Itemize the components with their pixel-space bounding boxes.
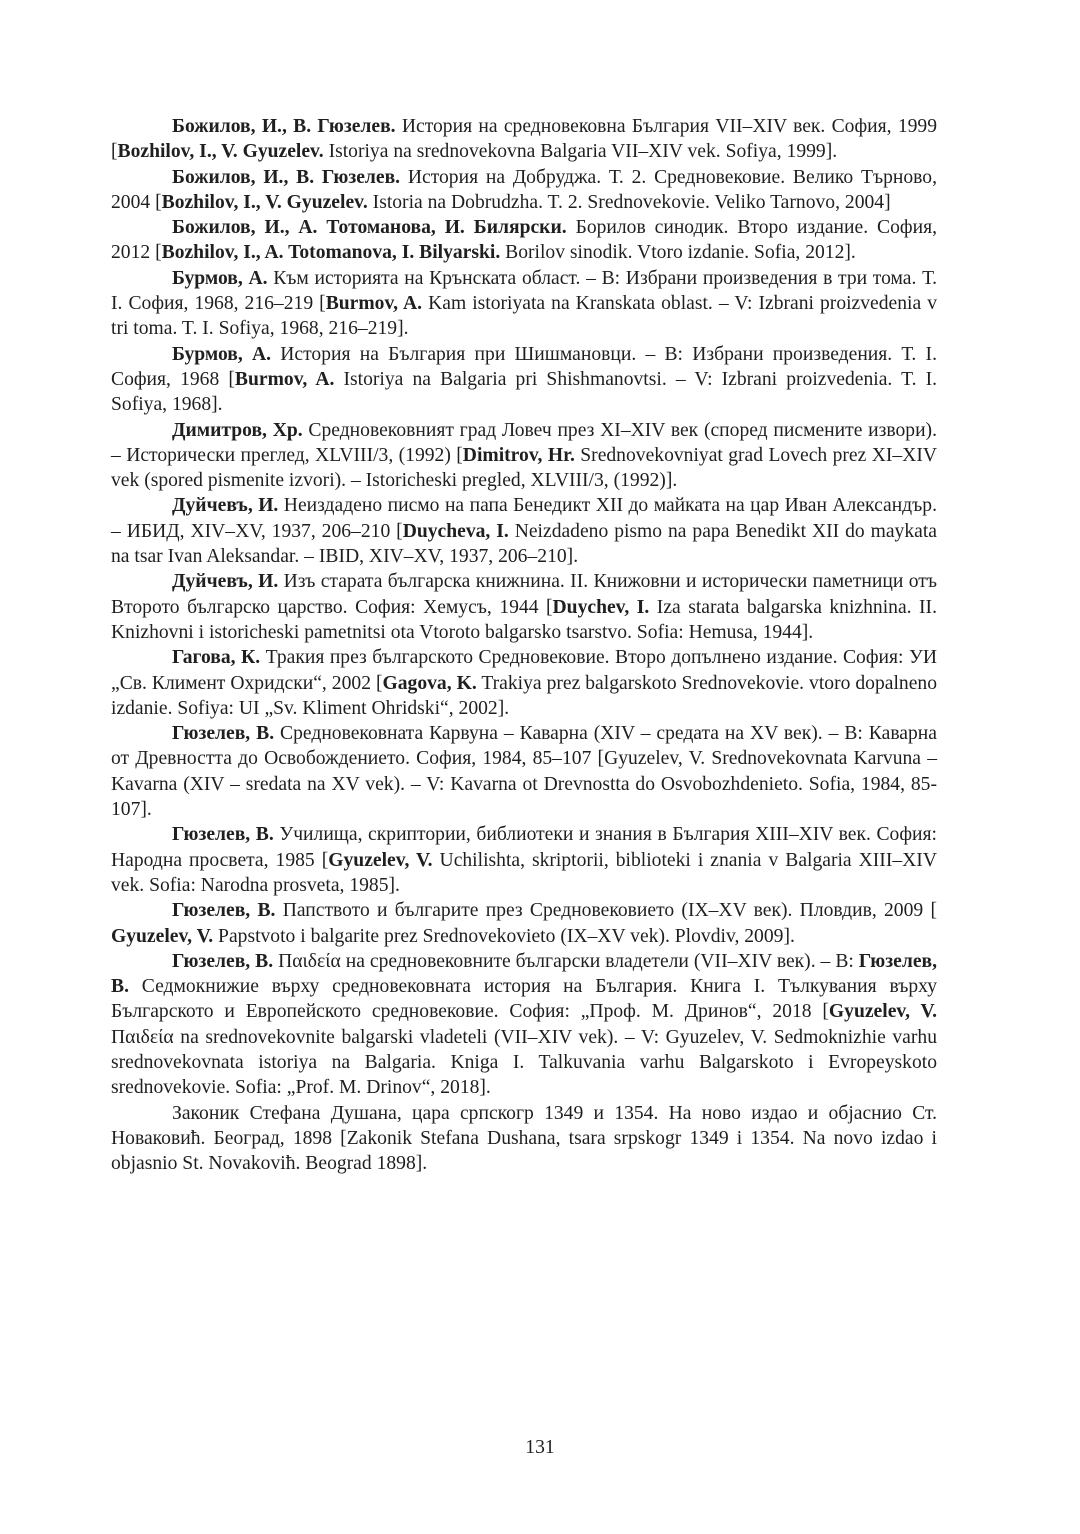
entry-author: Гюзелев, В. [172, 950, 274, 972]
entry-text-transliterated: Uchilishta, skriptorii, biblioteki i znania v Balgaria XIII–XIV vek. Sofia: Narodna prosveta, 1985]. [111, 849, 937, 896]
entry-text: Училища, скриптории, библиотеки и знания в България XIII–XIV век. София: Народна просвета, 1985 [ [111, 824, 937, 871]
entry-text-transliterated: Srednovekovniyat grad Lovech prez XI–XIV vek (spored pismenite izvori). – Istoricheski pregled, XLVIII/3, (1992)]. [111, 444, 937, 492]
entry-author-transliterated: Duycheva, I. [402, 520, 509, 542]
entry-author: Димитров, Хр. [172, 419, 303, 441]
entry-author: Дуйчевъ, И. [172, 571, 279, 593]
entry-text-transliterated: Παιδεία na srednovekovnite balgarski vladeteli (VII–XIV vek). – V: Gyuzelev, V. Sedmoknizhie varhu srednovekovnata istoriya na Balgaria. Kniga I. Talkuvania varhu Balgarskoto i Evropeyskoto srednovekovie. Sofia: „Prof. M. Drinov“, 2018]. [111, 1026, 937, 1099]
bib-entry [111, 215, 937, 266]
entry-text: Тракия през българското Средновековие. Второ допълнено издание. София: УИ „Св. Климент Охридски“, 2002 [ [111, 647, 937, 694]
entry-text-transliterated: Istoriya na Balgaria pri Shishmanovtsi. – V: Izbrani proizvedenia. T. I. Sofiya, 1968]. [111, 368, 938, 416]
entry-text: История на Добруджа. Т. 2. Средновековие. Велико Търново, 2004 [ [111, 166, 937, 213]
entry-text-transliterated: Trakiya prez balgarskoto Srednovekovie. vtoro dopalneno izdanie. Sofiya: UI „Sv. Kliment Ohridski“, 2002]. [111, 672, 938, 719]
entry-text: Борилов синодик. Второ издание. София, 2012 [ [111, 217, 937, 264]
entry-author: Бурмов, А. [172, 267, 268, 289]
entry-text-transliterated: Borilov sinodik. Vtoro izdanie. Sofia, 2012]. [500, 242, 856, 264]
entry-text-transliterated: Papstvoto i balgarite prez Srednovekovieto (IX–XV vek). Plovdiv, 2009]. [213, 925, 795, 947]
entry-author-transliterated: Burmov, A. [325, 293, 423, 315]
bib-entry [111, 822, 937, 898]
entry-author: Дуйчевъ, И. [172, 495, 279, 517]
entry-text: Към историята на Крънската област. – В: Избрани произведения в три тома. Т. I. София, 1968, 216–219 [ [111, 267, 938, 315]
entry-text: Изъ старата българска книжнина. II. Книжовни и исторически паметници отъ Второто българско царство. София: Хемусъ, 1944 [ [111, 571, 937, 618]
entry-text-transliterated: Iza starata balgarska knizhnina. II. Knizhovni i istoricheski pametnitsi ota Vtoroto balgarsko tsarstvo. Sofia: Hemusa, 1944]. [111, 596, 937, 643]
bib-entry [111, 898, 937, 949]
entry-text-transliterated: Istoria na Dobrudzha. T. 2. Srednovekovie. Veliko Tarnovo, 2004] [367, 191, 891, 213]
entry-author: Гагова, К. [172, 647, 261, 669]
entry-author-transliterated: Duychev, I. [552, 596, 650, 618]
entry-author-transliterated: Bozhilov, I., V. Gyuzelev. [161, 191, 368, 213]
entry-text: Законик Стефана Душана, цара српскогр 1349 и 1354. На ново издао и објаснио Ст. Новаковић. Београд, 1898 [Zakonik Stefana Dushana, tsara srpskogr 1349 i 1354. Na novo izdao i objasnio St. Novakoviћ. Beograd 1898]. [111, 1102, 937, 1175]
bib-entry [111, 949, 937, 1101]
bib-entry [111, 721, 937, 822]
entry-author-transliterated: Bozhilov, I., V. Gyuzelev. [117, 141, 324, 163]
entry-author-transliterated: Burmov, A. [234, 368, 335, 390]
entry-author: Бурмов, А. [172, 343, 272, 365]
entry-text-secondary: Седмокнижие върху средновековната история на България. Книга I. Тълкувания върху Българското и Европейското средновековие. София: „Проф. М. Дринов“, 2018 [ [111, 976, 937, 1023]
entry-author-transliterated: Gyuzelev, V. [328, 849, 433, 871]
bib-entry [111, 266, 937, 342]
entry-text: Παιδεία на средновековните български владетели (VII–XIV век). – В: [273, 950, 859, 972]
bib-entry [111, 165, 937, 216]
entry-author-transliterated: Bozhilov, I., A. Totomanova, I. Bilyarski. [161, 242, 501, 264]
bib-entry [111, 569, 937, 645]
entry-author-transliterated: Gyuzelev, V. [111, 925, 214, 947]
entry-text: Средновековната Карвуна – Каварна (XIV – средата на XV век). – В: Каварна от Древността до Освобождението. София, 1984, 85–107 [Gyuzelev, V. Srednovekovnata Karvuna – Kavarna (XIV – sredata na XV vek). – V: Kavarna ot Drevnostta do Osvobozhdenieto. Sofia, 1984, 85-107]. [111, 723, 937, 821]
bib-entry [111, 342, 937, 418]
entry-author: Гюзелев, В. [172, 824, 274, 846]
bib-entry [111, 418, 937, 494]
entry-text: История на средновековна България VII–XIV век. София, 1999 [ [111, 116, 938, 163]
entry-text: Неиздадено писмо на папа Бенедикт XII до майката на цар Иван Александър. – ИБИД, XIV–XV, 1937, 206–210 [ [111, 495, 937, 542]
entry-author-secondary: Гюзелев, В. [111, 950, 937, 998]
entry-author-transliterated: Gyuzelev, V. [828, 1001, 938, 1023]
entry-author: Божилов, И., В. Гюзелев. [172, 116, 396, 137]
entry-text: Средновековният град Ловеч през XI–XIV век (според писмените извори). – Исторически преглед, XLVIII/3, (1992) [ [111, 419, 937, 466]
entry-text-transliterated: Istoriya na srednovekovna Balgaria VII–XIV vek. Sofiya, 1999]. [323, 141, 838, 163]
entry-author-transliterated: Dimitrov, Hr. [462, 444, 575, 466]
entry-text-transliterated: Kam istoriyata na Kranskata oblast. – V: Izbrani proizvedenia v tri toma. T. I. Sofiya, 1968, 216–219]. [111, 293, 937, 340]
page-number: 131 [525, 1437, 555, 1458]
bibliography-text [111, 114, 937, 1176]
bib-entry [111, 114, 937, 165]
entry-text: История на България при Шишмановци. – В: Избрани произведения. Т. I. София, 1968 [ [111, 343, 937, 390]
entry-author: Гюзелев, В. [172, 900, 276, 922]
entry-author: Божилов, И., А. Тотоманова, И. Билярски. [172, 217, 567, 239]
bib-entry [111, 645, 937, 721]
entry-text-transliterated: Neizdadeno pismo na papa Benedikt XII do maykata na tsar Ivan Aleksandar. – IBID, XIV–XV, 1937, 206–210]. [111, 520, 937, 568]
entry-author: Гюзелев, В. [172, 723, 275, 745]
entry-text: Папството и българите през Средновековието (IX–XV век). Пловдив, 2009 [ [275, 900, 937, 922]
entry-author-transliterated: Gagova, K. [382, 672, 477, 694]
bib-entry [111, 1101, 937, 1177]
entry-author: Божилов, И., В. Гюзелев. [172, 166, 401, 188]
bib-entry [111, 493, 937, 569]
